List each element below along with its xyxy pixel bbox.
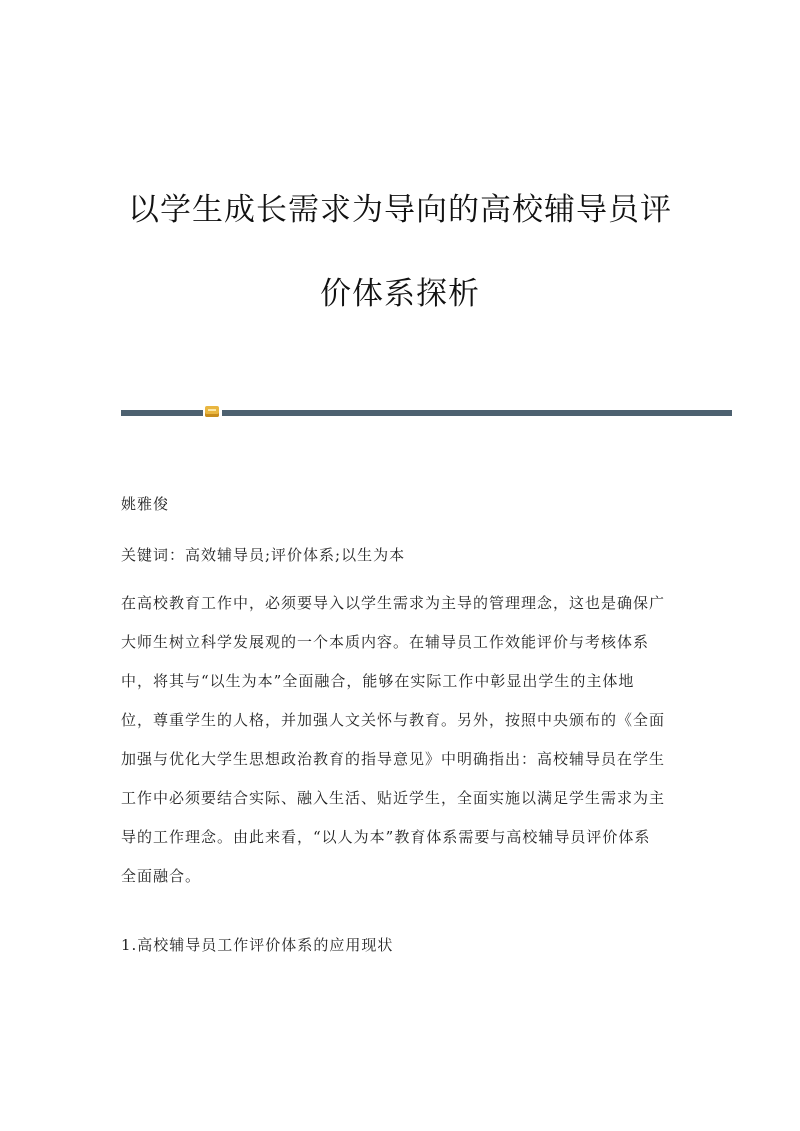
paragraph-line: 在高校教育工作中，必须要导入以学生需求为主导的管理理念，这也是确保广 [121,594,666,612]
paragraph-line: 导的工作理念。由此来看，“以人为本”教育体系需要与高校辅导员评价体系 [121,828,651,846]
paragraph-line: 位，尊重学生的人格，并加强人文关怀与教育。另外，按照中央颁布的《全面 [121,711,666,729]
divider-emblem-icon [205,406,219,417]
paragraph-line: 中，将其与“以生为本”全面融合，能够在实际工作中彰显出学生的主体地 [121,672,635,690]
title-divider-right [222,410,732,416]
author-name: 姚雅俊 [121,495,170,513]
keywords-line: 关键词：高效辅导员;评价体系;以生为本 [121,546,406,564]
title-divider-left [121,410,203,416]
section-heading: 1.高校辅导员工作评价体系的应用现状 [121,936,394,954]
document-title-line-1: 以学生成长需求为导向的高校辅导员评 [128,192,672,228]
paragraph-line: 大师生树立科学发展观的一个本质内容。在辅导员工作效能评价与考核体系 [121,633,650,651]
paragraph-line: 工作中必须要结合实际、融入生活、贴近学生，全面实施以满足学生需求为主 [121,789,666,807]
paragraph-line: 加强与优化大学生思想政治教育的指导意见》中明确指出：高校辅导员在学生 [121,750,666,768]
paragraph-line: 全面融合。 [121,867,202,885]
document-title-line-2: 价体系探析 [320,276,480,312]
